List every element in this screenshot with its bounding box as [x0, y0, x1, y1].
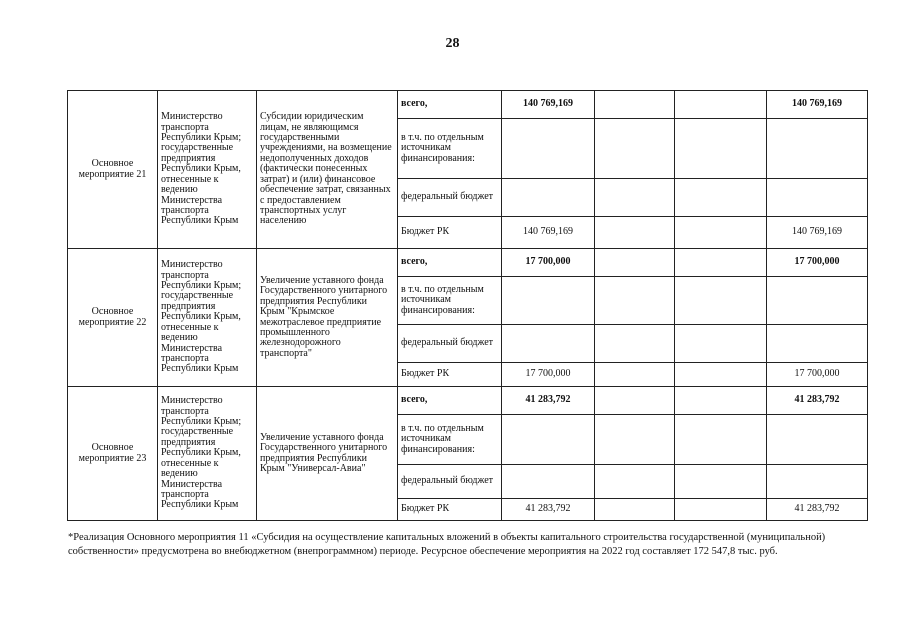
amount-year-cell: 41 283,792: [767, 387, 868, 415]
amount-total-cell: [502, 325, 595, 363]
amount-empty-cell: [595, 465, 675, 499]
amount-year-cell: 17 700,000: [767, 249, 868, 277]
funding-source-cell: федеральный бюджет: [398, 465, 502, 499]
funding-source-cell: всего,: [398, 91, 502, 119]
amount-total-cell: 41 283,792: [502, 387, 595, 415]
amount-empty-cell: [595, 91, 675, 119]
amount-year-cell: 41 283,792: [767, 499, 868, 521]
funding-source-cell: Бюджет РК: [398, 499, 502, 521]
amount-empty-cell: [675, 499, 767, 521]
amount-year-cell: [767, 325, 868, 363]
amount-empty-cell: [675, 249, 767, 277]
amount-empty-cell: [675, 217, 767, 249]
amount-year-cell: [767, 119, 868, 179]
table-row: [68, 387, 868, 415]
amount-empty-cell: [675, 363, 767, 387]
funding-source-cell: Бюджет РК: [398, 363, 502, 387]
amount-year-cell: [767, 179, 868, 217]
amount-total-cell: [502, 277, 595, 325]
funding-source-cell: в т.ч. по отдельным источникам финансирования:: [398, 119, 502, 179]
amount-total-cell: [502, 179, 595, 217]
amount-empty-cell: [595, 249, 675, 277]
amount-empty-cell: [595, 277, 675, 325]
funding-table: [67, 90, 868, 521]
page-number: 28: [445, 36, 460, 51]
funding-source-cell: в т.ч. по отдельным источникам финансирования:: [398, 277, 502, 325]
funding-source-cell: федеральный бюджет: [398, 179, 502, 217]
amount-empty-cell: [595, 325, 675, 363]
amount-total-cell: [502, 119, 595, 179]
amount-year-cell: [767, 415, 868, 465]
amount-total-cell: 41 283,792: [502, 499, 595, 521]
amount-empty-cell: [595, 415, 675, 465]
amount-empty-cell: [595, 363, 675, 387]
amount-year-cell: 17 700,000: [767, 363, 868, 387]
amount-empty-cell: [595, 499, 675, 521]
amount-total-cell: [502, 465, 595, 499]
description-cell: Субсидии юридическим лицам, не являющимся государственными учреждениями, на возмещение недополученных доходов (фактически понесенных затрат) и (или) финансовое обеспечение затрат, связанных с предоставлением транспортных услуг населению: [257, 91, 398, 249]
executor-cell: Министерство транспорта Республики Крым; государственные предприятия Республики Крым, отнесенные к ведению Министерства транспорта Республики Крым: [158, 249, 257, 387]
amount-empty-cell: [675, 119, 767, 179]
description-cell: Увеличение уставного фонда Государственного унитарного предприятия Республики Крым "Универсал-Авиа": [257, 387, 398, 521]
amount-empty-cell: [675, 91, 767, 119]
event-name-cell: Основное мероприятие 23: [68, 387, 158, 521]
footnote: *Реализация Основного мероприятия 11 «Субсидия на осуществление капитальных вложений в объекты капитального строительства государственной (муниципальной) собственности» предусмотрена во внебюджетном (внепрограммном) периоде. Ресурсное обеспечение мероприятия на 2022 год составляет 172 547,8 тыс. руб.: [68, 532, 826, 557]
amount-total-cell: 17 700,000: [502, 249, 595, 277]
executor-cell: Министерство транспорта Республики Крым; государственные предприятия Республики Крым, отнесенные к ведению Министерства транспорта Республики Крым: [158, 387, 257, 521]
amount-empty-cell: [675, 325, 767, 363]
amount-empty-cell: [675, 387, 767, 415]
funding-source-cell: всего,: [398, 249, 502, 277]
funding-source-cell: федеральный бюджет: [398, 325, 502, 363]
executor-cell: Министерство транспорта Республики Крым; государственные предприятия Республики Крым, отнесенные к ведению Министерства транспорта Республики Крым: [158, 91, 257, 249]
amount-year-cell: [767, 465, 868, 499]
amount-total-cell: 140 769,169: [502, 217, 595, 249]
amount-year-cell: [767, 277, 868, 325]
amount-empty-cell: [675, 179, 767, 217]
event-name-cell: Основное мероприятие 21: [68, 91, 158, 249]
amount-total-cell: 17 700,000: [502, 363, 595, 387]
amount-total-cell: 140 769,169: [502, 91, 595, 119]
amount-year-cell: 140 769,169: [767, 91, 868, 119]
funding-source-cell: в т.ч. по отдельным источникам финансирования:: [398, 415, 502, 465]
amount-total-cell: [502, 415, 595, 465]
amount-year-cell: 140 769,169: [767, 217, 868, 249]
amount-empty-cell: [595, 179, 675, 217]
funding-source-cell: всего,: [398, 387, 502, 415]
amount-empty-cell: [675, 277, 767, 325]
amount-empty-cell: [595, 119, 675, 179]
funding-source-cell: Бюджет РК: [398, 217, 502, 249]
table-row: [68, 249, 868, 277]
table-row: [68, 91, 868, 119]
description-cell: Увеличение уставного фонда Государственного унитарного предприятия Республики Крым "Крымское межотраслевое предприятие промышленного железнодорожного транспорта": [257, 249, 398, 387]
amount-empty-cell: [675, 415, 767, 465]
amount-empty-cell: [675, 465, 767, 499]
amount-empty-cell: [595, 387, 675, 415]
event-name-cell: Основное мероприятие 22: [68, 249, 158, 387]
amount-empty-cell: [595, 217, 675, 249]
